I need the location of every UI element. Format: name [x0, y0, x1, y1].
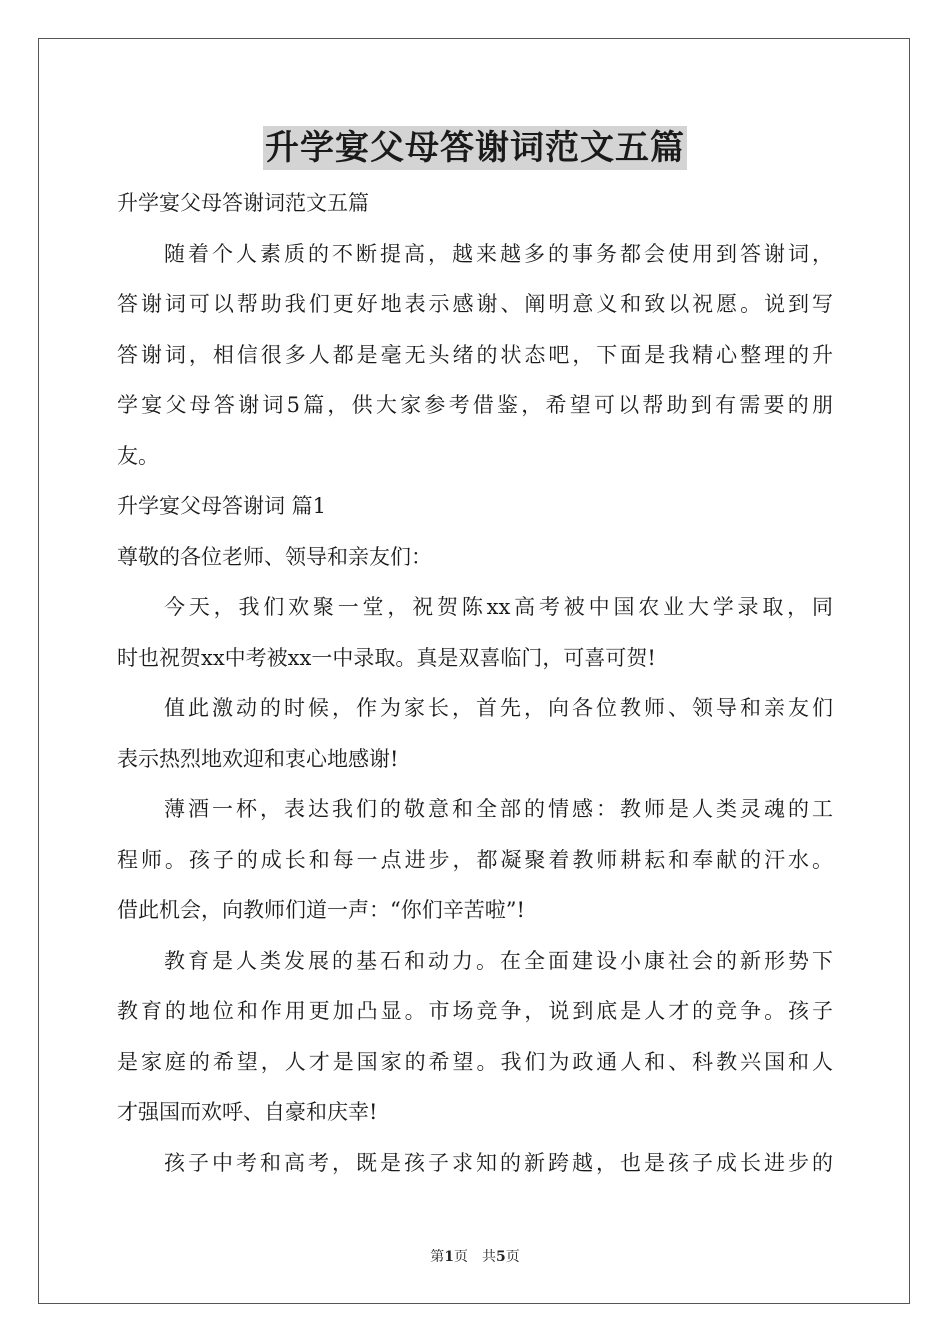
- total-label-prefix: 共: [482, 1249, 496, 1265]
- text-line: 教育是人类发展的基石和动力。在全面建设小康社会的新形势下: [164, 948, 833, 973]
- text-line: 孩子中考和高考，既是孩子求知的新跨越，也是孩子成长进步的: [164, 1150, 833, 1175]
- text-line: 学宴父母答谢词5篇，供大家参考借鉴，希望可以帮助到有需要的朋: [117, 393, 833, 417]
- text-line: 教育的地位和作用更加凸显。市场竞争，说到底是人才的竞争。孩子: [117, 999, 833, 1023]
- text-line: 答谢词可以帮助我们更好地表示感谢、阐明意义和致以祝愿。说到写: [117, 292, 833, 316]
- text-line: 尊敬的各位老师、领导和亲友们：: [117, 544, 432, 569]
- text-line: 值此激动的时候，作为家长，首先，向各位教师、领导和亲友们: [164, 696, 833, 720]
- page-footer: [0, 1246, 950, 1266]
- text-line: 是家庭的希望，人才是国家的希望。我们为政通人和、科教兴国和人: [117, 1049, 833, 1074]
- page-number: 1: [444, 1249, 454, 1265]
- text-line: 答谢词，相信很多人都是毫无头绪的状态吧，下面是我精心整理的升: [117, 342, 833, 367]
- text-line: 友。: [117, 443, 159, 468]
- text-line: 借此机会，向教师们道一声：“你们辛苦啦”!: [117, 898, 525, 922]
- page-label-prefix: 第: [430, 1249, 445, 1265]
- title-container: [0, 126, 950, 170]
- total-pages: 5: [496, 1249, 506, 1265]
- text-line: 升学宴父母答谢词范文五篇: [117, 191, 369, 215]
- document-title: 升学宴父母答谢词范文五篇: [265, 128, 685, 168]
- text-line: 才强国而欢呼、自豪和庆幸!: [117, 1100, 378, 1124]
- text-line: 今天，我们欢聚一堂，祝贺陈xx高考被中国农业大学录取，同: [164, 595, 833, 619]
- text-line: 表示热烈地欢迎和衷心地感谢!: [117, 746, 399, 771]
- document-body: [117, 178, 833, 1188]
- text-line: 升学宴父母答谢词 篇1: [117, 494, 327, 518]
- total-label-suffix: 页: [505, 1249, 520, 1265]
- page-label-suffix: 页: [454, 1249, 468, 1265]
- text-line: 程师。孩子的成长和每一点进步，都凝聚着教师耕耘和奉献的汗水。: [117, 847, 833, 872]
- text-line: 薄酒一杯，表达我们的敬意和全部的情感：教师是人类灵魂的工: [164, 797, 833, 821]
- text-line: 时也祝贺xx中考被xx一中录取。真是双喜临门，可喜可贺!: [117, 645, 656, 670]
- text-line: 随着个人素质的不断提高，越来越多的事务都会使用到答谢词，: [164, 241, 833, 266]
